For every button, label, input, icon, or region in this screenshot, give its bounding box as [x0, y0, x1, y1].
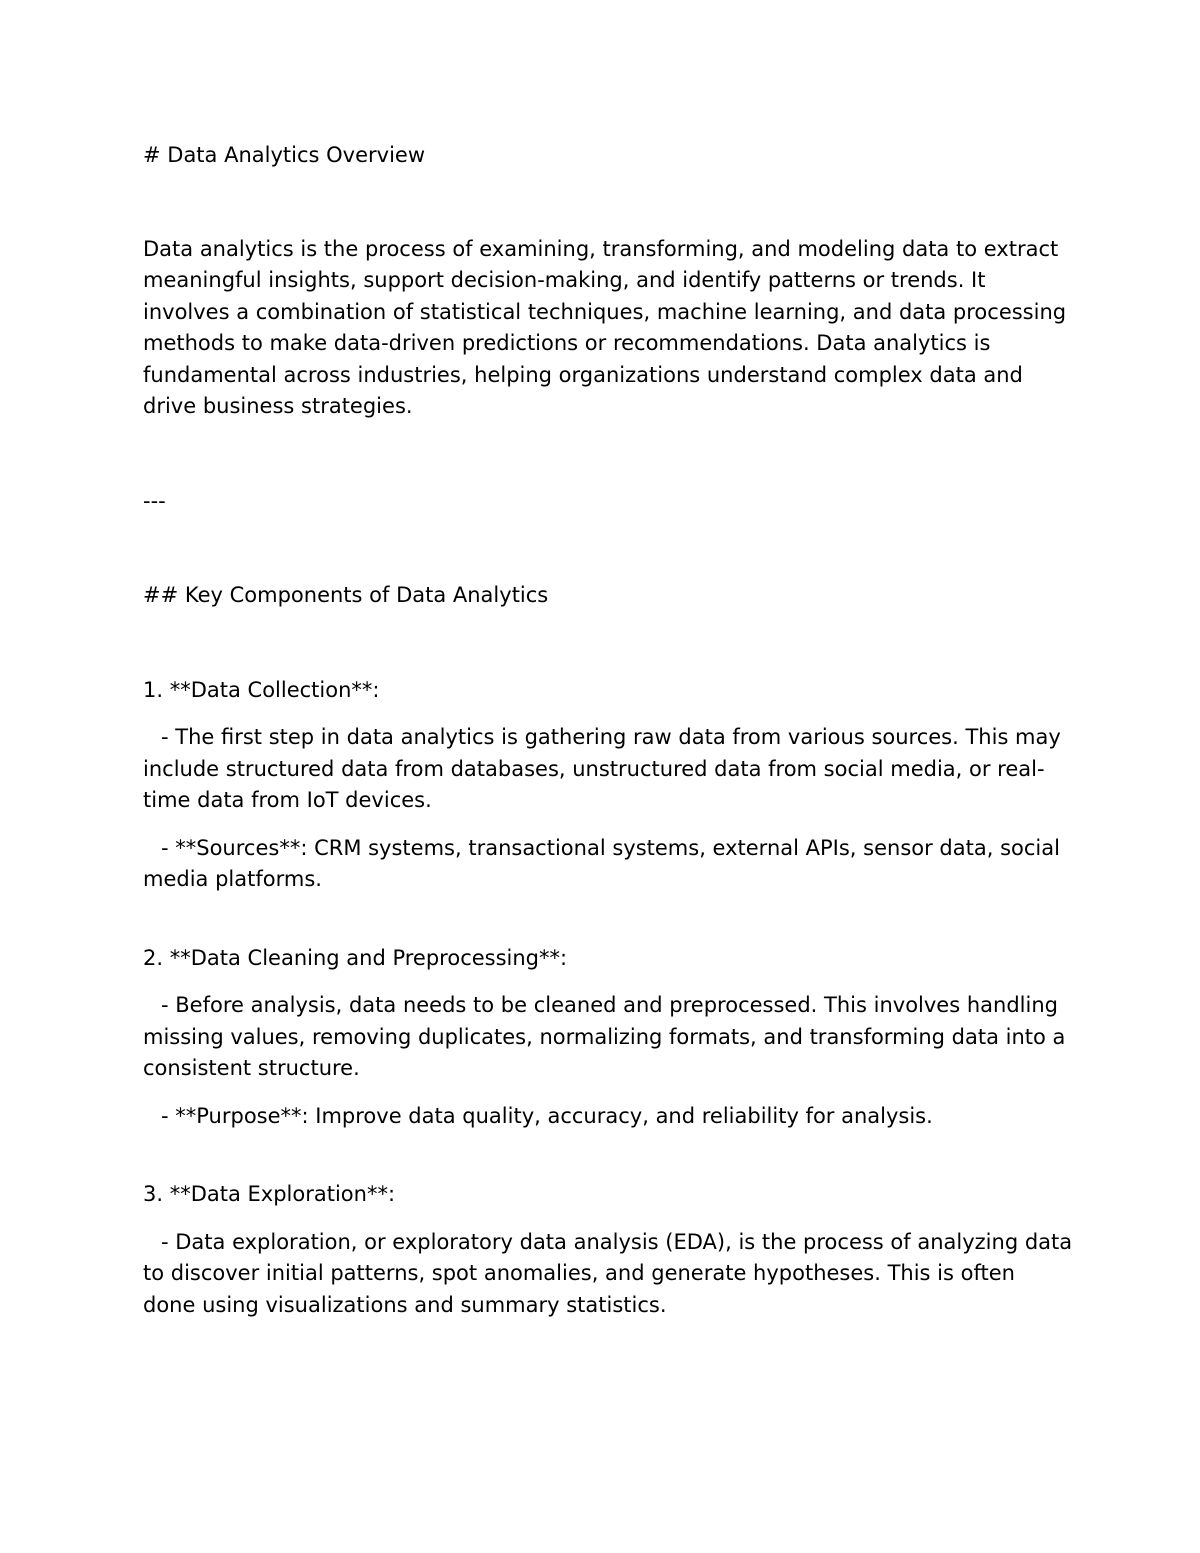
- item-bullet: - **Sources**: CRM systems, transactional systems, external APIs, sensor data, social media platforms.: [143, 835, 1067, 891]
- document-body: [143, 140, 1079, 1337]
- horizontal-rule-marker: ---: [143, 488, 166, 513]
- item-heading: 1. **Data Collection**:: [143, 677, 380, 702]
- item-bullet: - **Purpose**: Improve data quality, accuracy, and reliability for analysis.: [161, 1103, 933, 1128]
- list-item-data-exploration: [143, 1179, 1079, 1321]
- section-heading: ## Key Components of Data Analytics: [143, 583, 549, 607]
- item-bullet: - Before analysis, data needs to be cleaned and preprocessed. This involves handling missing values, removing duplicates, normalizing formats, and transforming data into a consistent structure.: [143, 993, 1073, 1080]
- item-bullet: - Data exploration, or exploratory data analysis (EDA), is the process of analyzing data to discover initial patterns, spot anomalies, and generate hypotheses. This is often done using visualizations and summary statistics.: [143, 1229, 1079, 1317]
- list-item-data-collection: [143, 675, 1073, 896]
- item-heading: 2. **Data Cleaning and Preprocessing**:: [143, 945, 568, 970]
- intro-paragraph: Data analytics is the process of examining, transforming, and modeling data to extract meaningful insights, support decision-making, and identify patterns or trends. It involves a combination of statistical techniques, machine learning, and data processing methods to make data-driven predictions or recommendations. Data analytics is fundamental across industries, helping organizations understand complex data and drive business strategies.: [143, 236, 1073, 418]
- item-heading: 3. **Data Exploration**:: [143, 1182, 396, 1206]
- document-title: # Data Analytics Overview: [143, 143, 425, 167]
- list-item-data-cleaning: [143, 943, 1073, 1133]
- item-bullet: - The first step in data analytics is gathering raw data from various sources. This may include structured data from databases, unstructured data from social media, or real-time data from IoT devices.: [143, 725, 1068, 812]
